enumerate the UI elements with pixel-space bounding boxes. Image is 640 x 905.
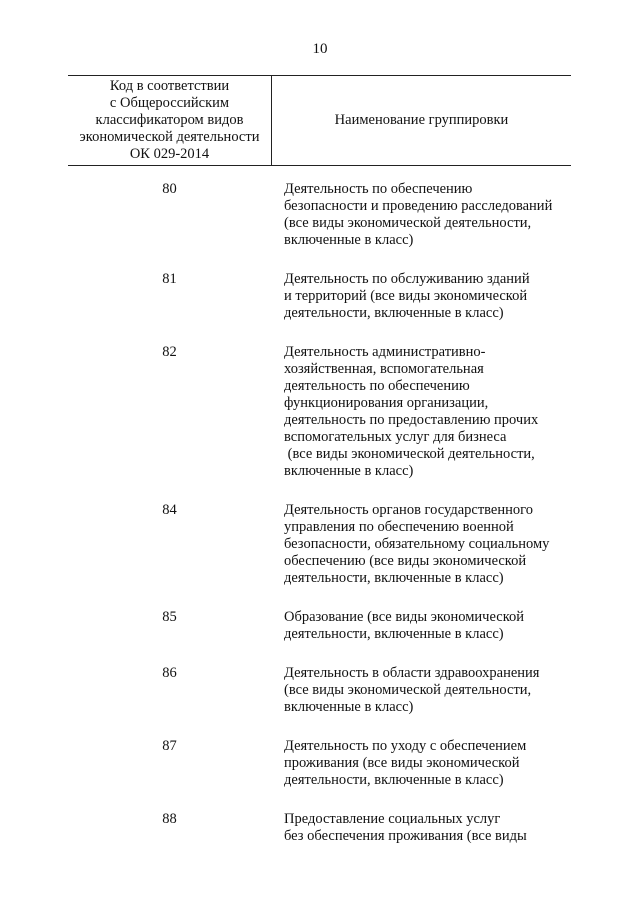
table-row [68, 271, 571, 322]
row-name-line: Деятельность органов государственного [284, 502, 533, 518]
row-name-line: (все виды экономической деятельности, [284, 446, 535, 462]
row-name-line: вспомогательных услуг для бизнеса [284, 429, 507, 445]
row-name-line: деятельность по предоставлению прочих [284, 412, 539, 428]
row-name-line: проживания (все виды экономической [284, 755, 520, 771]
row-code: 82 [162, 344, 177, 360]
row-name-line: без обеспечения проживания (все виды [284, 828, 527, 844]
table-row [68, 344, 571, 480]
row-name-line: (все виды экономической деятельности, [284, 682, 532, 698]
row-name-line: деятельности, включенные в класс) [284, 626, 504, 642]
header-code-line: классификатором видов [95, 112, 244, 128]
page-number: 10 [312, 41, 328, 57]
header-code-line: ОК 029-2014 [129, 146, 210, 162]
row-name-line: безопасности и проведению расследований [284, 198, 553, 214]
row-code: 85 [162, 609, 177, 625]
row-code: 88 [162, 811, 177, 827]
row-code: 84 [162, 502, 177, 518]
row-name-line: (все виды экономической деятельности, [284, 215, 532, 231]
row-name [271, 609, 571, 643]
row-name-line: Деятельность в области здравоохранения [284, 665, 540, 681]
row-name-line: деятельности, включенные в класс) [284, 772, 504, 788]
row-name-line: Предоставление социальных услуг [284, 811, 501, 827]
header-code-line: Код в соответствии [109, 78, 230, 94]
row-name-line: Образование (все виды экономической [284, 609, 525, 625]
row-code: 87 [162, 738, 177, 754]
table-row [68, 502, 571, 587]
header-name-column [272, 76, 571, 165]
table-row [68, 811, 571, 845]
header-code-line: с Общероссийским [109, 95, 230, 111]
row-name-line: Деятельность по уходу с обеспечением [284, 738, 527, 754]
row-name-line: и территорий (все виды экономической [284, 288, 528, 304]
table-header [68, 75, 571, 166]
row-name-line: функционирования организации, [284, 395, 489, 411]
row-name [271, 738, 571, 789]
row-name-line: Деятельность по обеспечению [284, 181, 473, 197]
header-code-column [68, 76, 272, 165]
row-code: 86 [162, 665, 177, 681]
row-name-line: деятельности, включенные в класс) [284, 305, 504, 321]
row-name-line: управления по обеспечению военной [284, 519, 514, 535]
row-name-line: деятельности, включенные в класс) [284, 570, 504, 586]
header-name-label: Наименование группировки [334, 112, 509, 128]
table-row [68, 665, 571, 716]
row-name-line: хозяйственная, вспомогательная [284, 361, 484, 377]
table-row [68, 609, 571, 643]
row-name-line: включенные в класс) [284, 232, 414, 248]
row-name [271, 271, 571, 322]
row-code: 80 [162, 181, 177, 197]
row-name-line: Деятельность административно- [284, 344, 486, 360]
row-name-line: включенные в класс) [284, 699, 414, 715]
header-code-line: экономической деятельности [79, 129, 260, 145]
table-body [68, 181, 571, 845]
row-name [271, 181, 571, 249]
table-row [68, 181, 571, 249]
row-name-line: включенные в класс) [284, 463, 414, 479]
row-name-line: Деятельность по обслуживанию зданий [284, 271, 530, 287]
row-name [271, 665, 571, 716]
row-name-line: безопасности, обязательному социальному [284, 536, 550, 552]
row-name [271, 502, 571, 587]
row-name-line: деятельность по обеспечению [284, 378, 470, 394]
row-name [271, 344, 571, 480]
row-name [271, 811, 571, 845]
table-row [68, 738, 571, 789]
row-name-line: обеспечению (все виды экономической [284, 553, 527, 569]
row-code: 81 [162, 271, 177, 287]
